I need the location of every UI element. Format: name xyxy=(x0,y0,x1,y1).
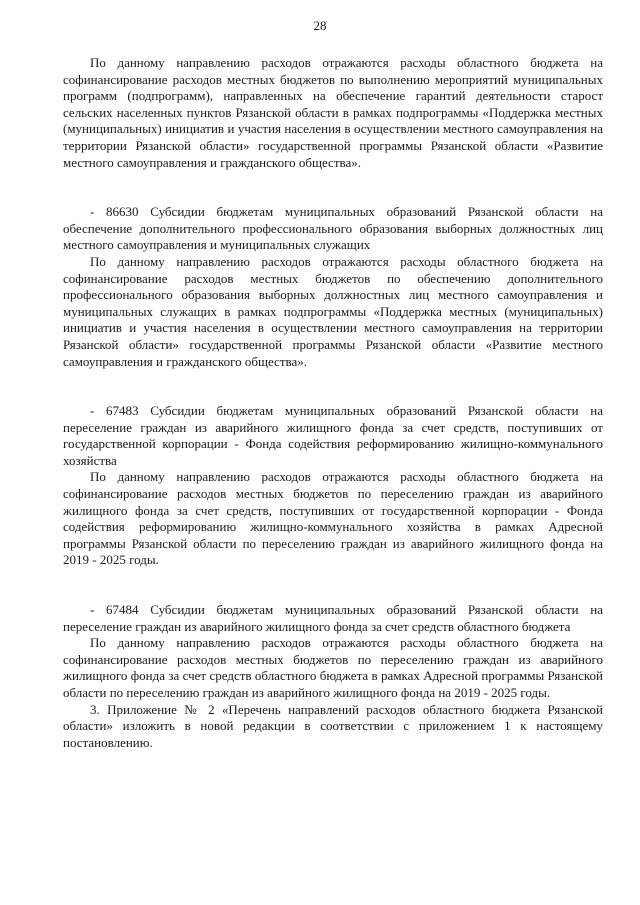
paragraph-starosty-description: По данному направлению расходов отражаются расходы областного бюджета на софинансирование расходов местных бюджетов по выполнению мероприятий муниципальных программ (подпрограмм), направленных на обеспечение гарантий деятельности старост сельских населенных пунктов Рязанской области в рамках подпрограммы «Поддержка местных (муниципальных) инициатив и участия населения в осуществлении местного самоуправления на территории Рязанской области» государственной программы Рязанской области «Развитие местного самоуправления и гражданского общества». xyxy=(63,55,603,170)
paragraph-item-3: 3. Приложение № 2 «Перечень направлений расходов областного бюджета Рязанской области» изложить в новой редакции в соответствии с приложением 1 к настоящему постановлению. xyxy=(63,701,603,750)
paragraph-86630-description: По данному направлению расходов отражаются расходы областного бюджета на софинансирование расходов местных бюджетов по обеспечению дополнительного профессионального образования выборных должностных лиц местного самоуправления и муниципальных служащих в рамках подпрограммы «Поддержка местных (муниципальных) инициатив и участия населения в осуществлении местного самоуправления на территории Рязанской области» государственной программы Рязанской области «Развитие местного самоуправления и гражданского общества». xyxy=(63,253,603,369)
page-number: 28 xyxy=(313,18,327,33)
document-body xyxy=(63,55,603,751)
spacer xyxy=(63,370,603,403)
paragraph-86630-heading: - 86630 Субсидии бюджетам муниципальных образований Рязанской области на обеспечение дополнительного профессионального образования выборных должностных лиц местного самоуправления и муниципальных служащих xyxy=(63,204,603,253)
spacer xyxy=(63,171,603,204)
paragraph-67484-description: По данному направлению расходов отражаются расходы областного бюджета на софинансирование расходов местных бюджетов по переселению граждан из аварийного жилищного фонда за счет средств областного бюджета в рамках Адресной программы Рязанской области по переселению граждан из аварийного жилищного фонда на 2019 - 2025 годы. xyxy=(63,635,603,700)
spacer xyxy=(63,569,603,602)
paragraph-67484-heading: - 67484 Субсидии бюджетам муниципальных образований Рязанской области на переселение граждан из аварийного жилищного фонда за счет средств областного бюджета xyxy=(63,602,603,634)
paragraph-67483-description: По данному направлению расходов отражаются расходы областного бюджета на софинансирование расходов местных бюджетов по переселению граждан из аварийного жилищного фонда за счет средств, поступивших от государственной корпорации - Фонда содействия реформированию жилищно-коммунального хозяйства в рамках Адресной программы Рязанской области по переселению граждан из аварийного жилищного фонда на 2019 - 2025 годы. xyxy=(63,469,603,568)
paragraph-67483-heading: - 67483 Субсидии бюджетам муниципальных образований Рязанской области на переселение граждан из аварийного жилищного фонда за счет средств, поступивших от государственной корпорации - Фонда содействия реформированию жилищно-коммунального хозяйства xyxy=(63,403,603,468)
